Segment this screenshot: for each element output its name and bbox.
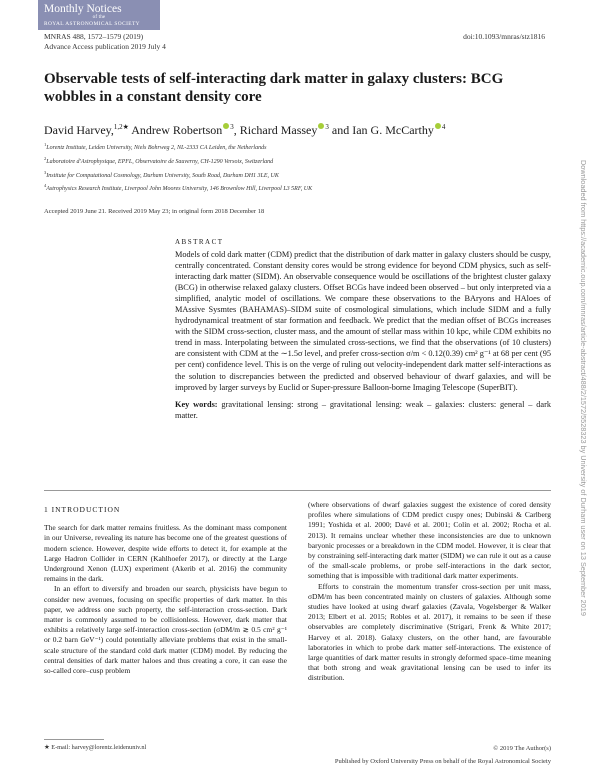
- affiliation: $^3$Institute for Computational Cosmology, Durham University, South Road, Durham DH1 3LE, UK: [44, 169, 279, 179]
- footnote-email[interactable]: ★ E-mail: harvey@lorentz.leidenuniv.nl: [44, 744, 147, 751]
- author-separator: ,: [233, 123, 237, 137]
- abstract-heading: ABSTRACT: [175, 238, 224, 246]
- author-sup: 3: [325, 123, 329, 131]
- column-right: [308, 500, 551, 684]
- abstract: [175, 238, 551, 421]
- copyright: © 2019 The Author(s): [493, 745, 551, 752]
- paragraph: (where observations of dwarf galaxies suggest the existence of cored density profiles where simulations of CDM predict cuspy ones; Dubinski & Carlberg 1991; Yoshida et al. 2000; Davé et al. 2001; Colín et al. 2002; Rocha et al. 2013). It remains unclear whether these inconsistencies are due to unknown baryonic processes or a breakdown in the CDM model. However, it is clear that by constraining self-interacting dark matter (SIDM) we can rule it out as a cause of the small-scale problems, or probe self-interactions in the dark sector, something that is impossible with traditional dark matter experiments.: [308, 500, 551, 581]
- column-left: [44, 505, 287, 676]
- keywords: [175, 399, 551, 421]
- author-sup: 3: [230, 123, 234, 131]
- affiliation: $^2$Laboratoire d'Astrophysique, EPFL, Observatoire de Sauverny, CH-1290 Versoix, Switzerland: [44, 155, 274, 165]
- orcid-icon[interactable]: [435, 123, 441, 129]
- journal-banner: [38, 0, 160, 30]
- author-list: [44, 120, 445, 137]
- advance-access: Advance Access publication 2019 July 4: [44, 41, 166, 51]
- footnote-divider: [44, 739, 104, 740]
- journal-banner-of: of the: [92, 15, 106, 20]
- download-watermark: [576, 160, 590, 630]
- citation: MNRAS 488, 1572–1579 (2019): [44, 32, 144, 41]
- author-sup: 1,2★: [113, 123, 129, 131]
- abstract-text: Models of cold dark matter (CDM) predict that the distribution of dark matter in galaxy clusters should be cuspy, centrally concentrated. Constant density cores would be strong evidence for beyond CDM physics, such as self-interacting dark matter (SIDM). An observable consequence would be oscillations of the brightest cluster galaxy (BCG) in otherwise relaxed galaxy clusters. Offset BCGs have indeed been observed – but only interpreted via a simplified, analytic model of oscillations. We compare these observations to the BAryons and HAloes of MAssive Sysmtes (BAHAMAS)–SIDM suite of cosmological simulations, which include SIDM and a fully hydrodynamical treatment of star formation and feedback. We predict that the median offset of BCGs increases with the SIDM cross-section, cluster mass, and the amount of stellar mass within 10 kpc, while CDM exhibits no trend in mass. Interpolating between the simulated cross-sections, we find that the observations (of 10 clusters) are consistent with CDM at the ∼1.5σ level, and prefer cross-section σ/m < 0.12(0.39) cm² g⁻¹ at 68 per cent (95 per cent) confidence level. This is on the verge of ruling out velocity-independent dark matter self-interactions as the solution to discrepancies between the predicted and observed behaviour of dwarf galaxies, and will be improved by larger surveys by Euclid or Super-pressure Balloon-borne Imaging Telescope (SuperBIT).: [175, 250, 551, 392]
- paragraph: Efforts to constrain the momentum transfer cross-section per unit mass, σDM/m has been concentrated mainly on clusters of galaxies. Although some studies have looked at using dwarf galaxies (Zavala, Vogelsberger & Walker 2013; Elbert et al. 2015; Robles et al. 2017), it remains to be seen if these observables are completely discriminative (Strigari, Frenk & White 2017; Harvey et al. 2018). Galaxy clusters, on the other hand, are favourable laboratories in which to probe dark matter self-interactions. The existence of large quantities of dark matter results in strongly deformed space–time meaning that both strong and weak gravitational lensing can be used to infer its distribution.: [308, 581, 551, 683]
- keywords-text: gravitational lensing: strong – gravitational lensing: weak – galaxies: clusters: general – dark matter.: [175, 399, 551, 420]
- author-name[interactable]: David Harvey,: [44, 123, 114, 137]
- section-heading: 1 INTRODUCTION: [44, 505, 121, 514]
- doi[interactable]: doi:10.1093/mnras/stz1816: [463, 32, 545, 41]
- publisher: Published by Oxford University Press on behalf of the Royal Astronomical Society: [334, 758, 551, 765]
- citation-block: [44, 32, 166, 51]
- journal-banner-title: Monthly Notices: [44, 3, 122, 15]
- affiliation: $^4$Astrophysics Research Institute, Liverpool John Moores University, 146 Brownlow Hill, Liverpool L3 5RF, UK: [44, 183, 313, 193]
- affiliations: [44, 140, 524, 195]
- download-watermark-text: Downloaded from https://academic.oup.com/mnras/article-abstract/488/2/1572/5528323 by University of Durham user on 13 September 2019: [579, 160, 588, 616]
- author-name[interactable]: Richard Massey: [239, 123, 318, 137]
- paper-title: Observable tests of self-interacting dark matter in galaxy clusters: BCG wobbles in a constant density core: [44, 71, 504, 105]
- orcid-icon[interactable]: [223, 123, 229, 129]
- orcid-icon[interactable]: [318, 123, 324, 129]
- journal-banner-society: ROYAL ASTRONOMICAL SOCIETY: [44, 21, 140, 27]
- paragraph: The search for dark matter remains fruitless. As the dominant mass component in our Universe, revealing its nature has become one of the greatest questions of modern science. However, despite wide efforts to detect it, for example at the Large Hadron Collider in CERN (Kahlhoefer 2017), or directly at the Large Underground Xenon (LUX) experiment (Akerib et al. 2016) the community remains in the dark.: [44, 523, 287, 584]
- author-sup: 4: [441, 123, 446, 131]
- author-name[interactable]: Andrew Robertson: [131, 123, 223, 137]
- affiliation: $^1$Lorentz Institute, Leiden University, Niels Bohrweg 2, NL-2333 CA Leiden, the Netherlands: [44, 142, 267, 151]
- section-divider: [44, 490, 551, 491]
- accepted-dates: Accepted 2019 June 21. Received 2019 May 23; in original form 2018 December 18: [44, 208, 265, 215]
- paragraph: In an effort to diversify and broaden our search, physicists have begun to consider new avenues, focusing on specific properties of dark matter. In this paper, we address one such property, the self-interaction cross-section. Dark matter is commonly assumed to be collisionless. However, dark matter that exhibits a relatively large self-interaction cross-section (σDM/m ≳ 0.5 cm² g⁻¹ or 0.2 barn GeV⁻¹) could potentially alleviate problems that exist in the small-scale structure of the standard cold dark matter (CDM) model. By reducing the central densities of dark matter haloes and thus creating a core, it can ease the so-called core–cusp problem: [44, 584, 287, 676]
- author-name[interactable]: and Ian G. McCarthy: [331, 123, 434, 137]
- keywords-label: Key words:: [175, 399, 218, 409]
